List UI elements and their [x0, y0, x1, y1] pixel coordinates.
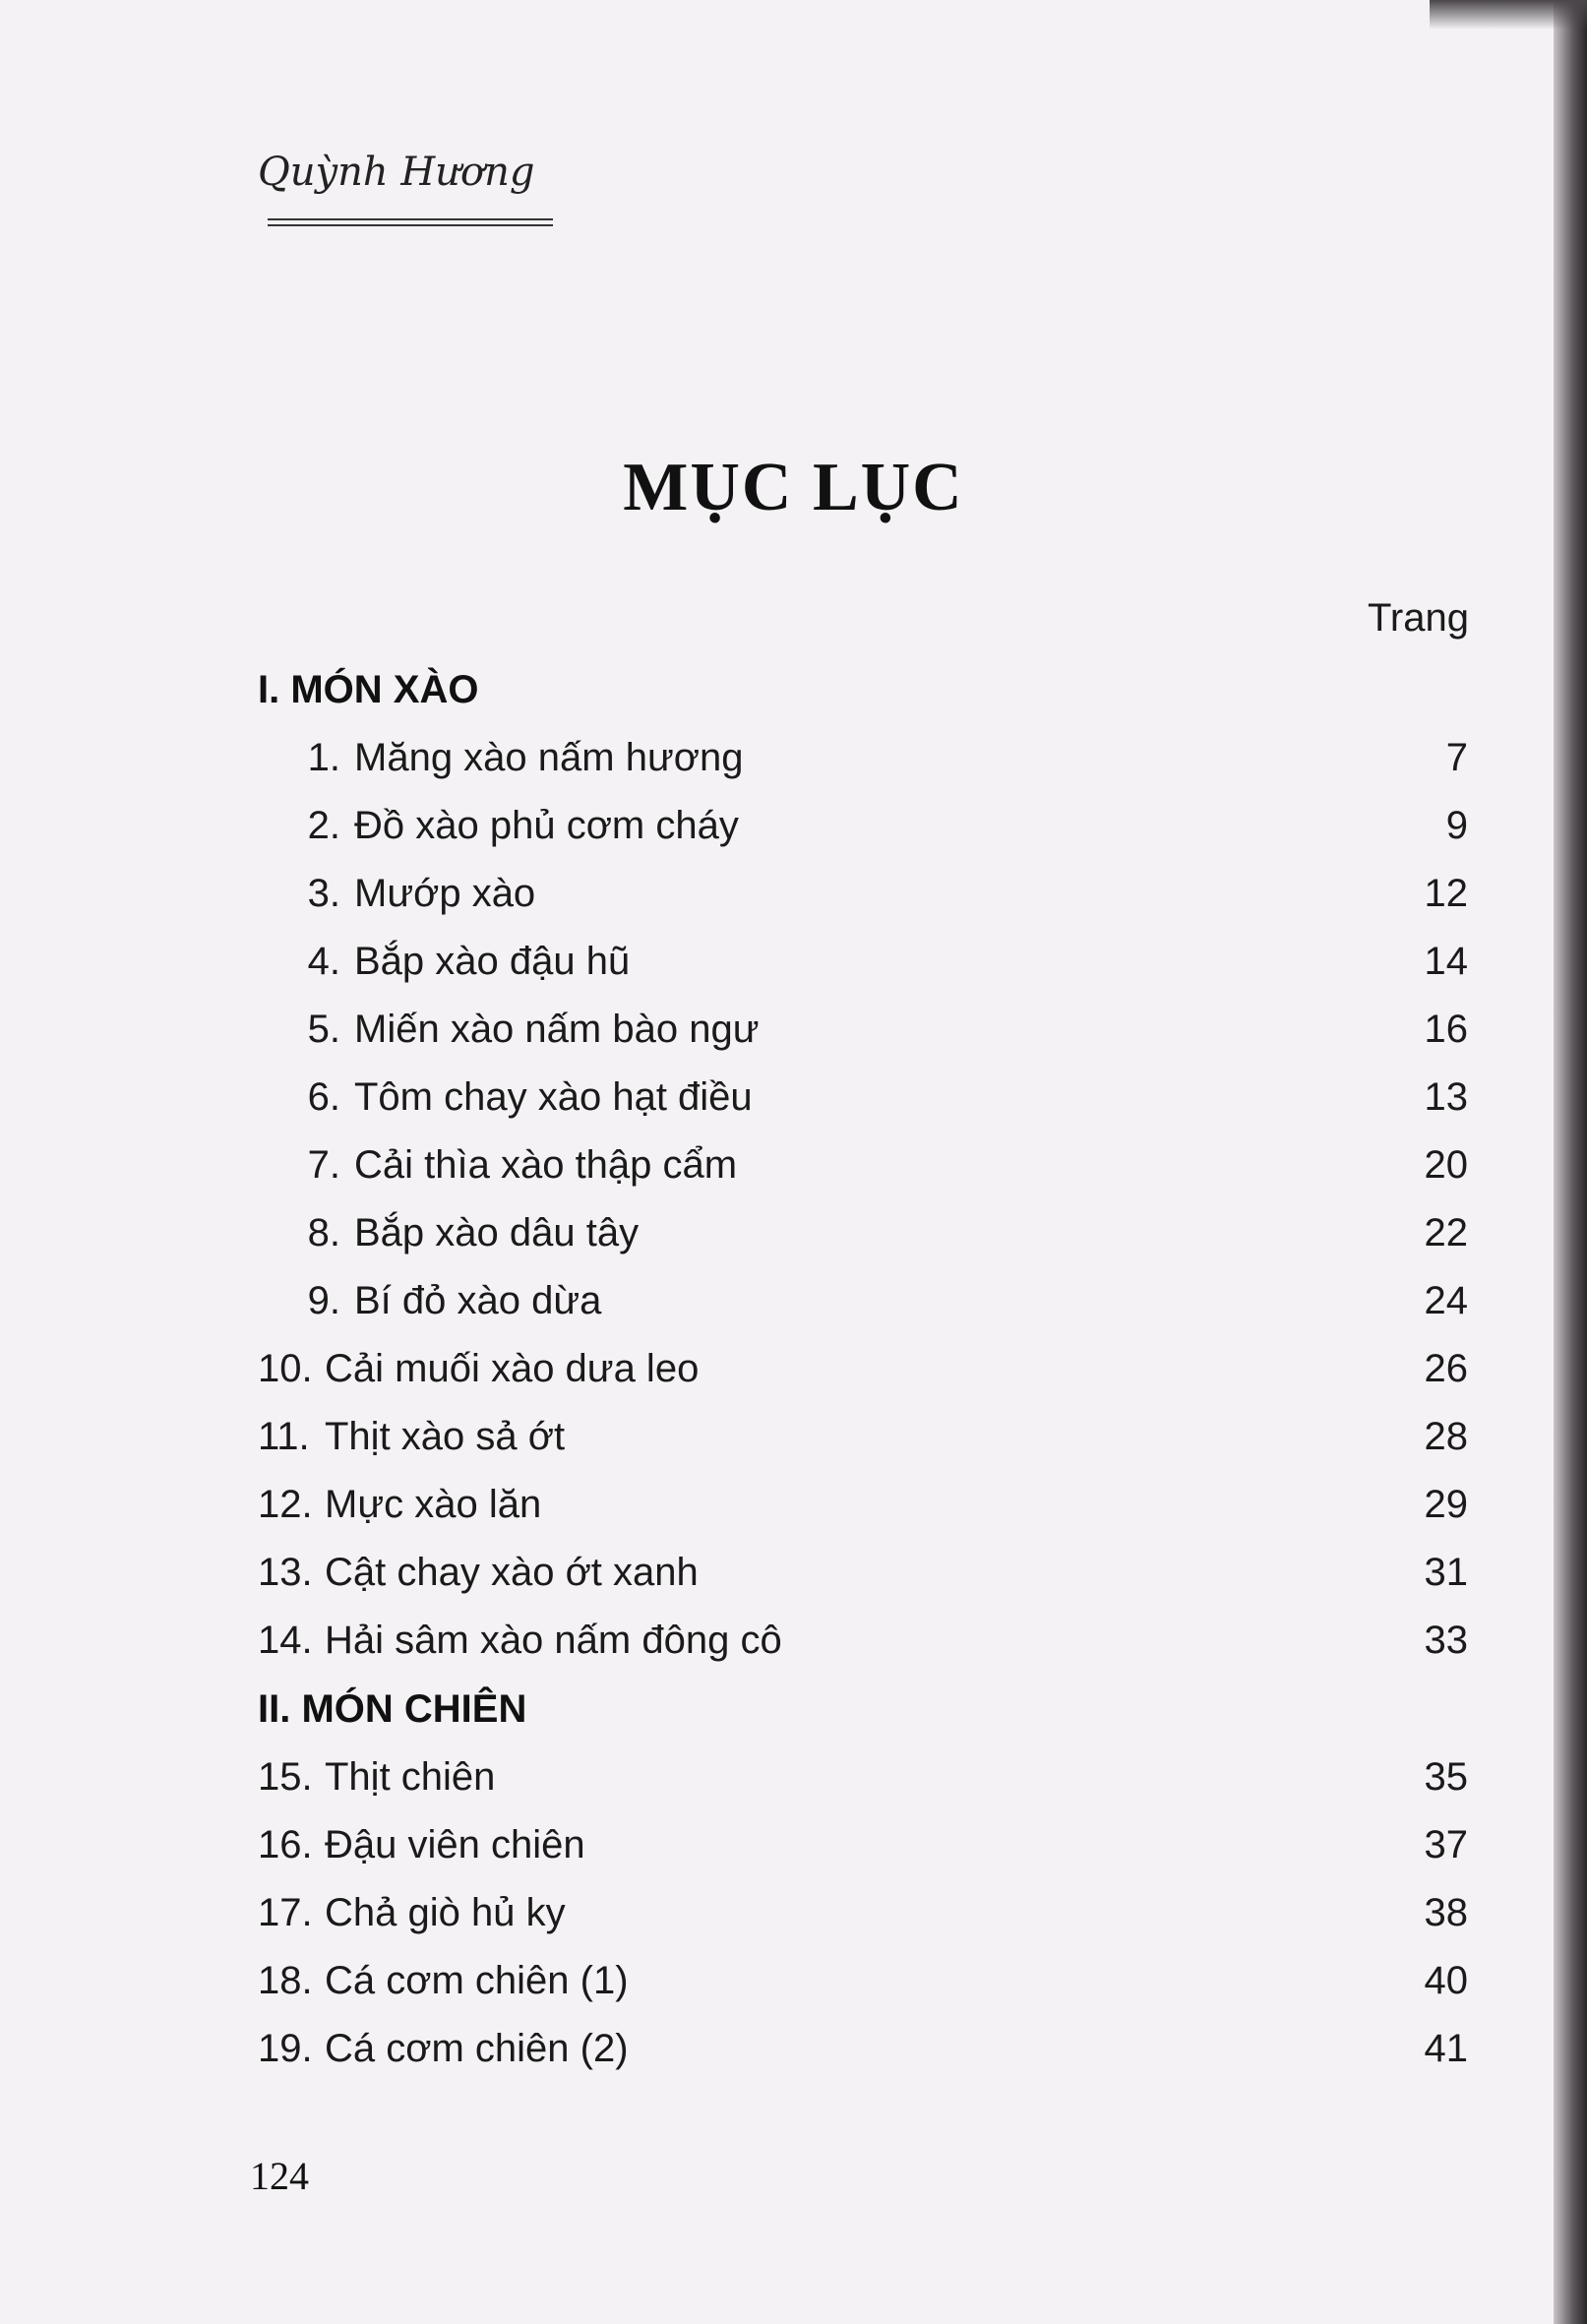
entry-number: 4. — [307, 940, 340, 983]
entry-page: 28 — [1424, 1415, 1468, 1458]
entry-number: 3. — [307, 872, 340, 915]
entry-title: Đậu viên chiên — [325, 1823, 585, 1866]
entry-title: Bí đỏ xào dừa — [354, 1279, 602, 1322]
entry-page: 7 — [1445, 736, 1468, 779]
toc-entry[interactable] — [258, 1879, 1468, 1947]
entry-number: 12. — [258, 1483, 313, 1526]
toc-entry[interactable] — [258, 1064, 1468, 1131]
toc-entry[interactable] — [258, 1607, 1468, 1675]
entry-page: 12 — [1424, 872, 1468, 915]
entry-title: Thịt chiên — [325, 1755, 496, 1799]
entry-title: Bắp xào dâu tây — [354, 1211, 640, 1254]
entry-number: 1. — [307, 736, 340, 779]
entry-page: 20 — [1424, 1143, 1468, 1187]
toc-entry[interactable] — [258, 792, 1468, 860]
entry-page: 38 — [1424, 1891, 1468, 1934]
entry-number: 13. — [258, 1551, 313, 1594]
entry-number: 19. — [258, 2027, 313, 2070]
entry-page: 35 — [1424, 1755, 1468, 1799]
toc-entry[interactable] — [258, 1947, 1468, 2015]
entry-page: 29 — [1424, 1483, 1468, 1526]
toc-entry[interactable] — [258, 1539, 1468, 1607]
section-heading: I. MÓN XÀO — [258, 668, 479, 711]
page-corner-shadow — [1430, 0, 1587, 30]
entry-page: 14 — [1424, 940, 1468, 983]
entry-title: Chả giò hủ ky — [325, 1891, 566, 1934]
table-of-contents — [258, 655, 1468, 2083]
entry-page: 33 — [1424, 1619, 1468, 1662]
toc-entry[interactable] — [258, 996, 1468, 1064]
header-rule — [268, 218, 553, 226]
entry-page: 41 — [1424, 2027, 1468, 2070]
toc-entry[interactable] — [258, 2015, 1468, 2083]
entry-title: Cải muối xào dưa leo — [325, 1347, 700, 1390]
entry-number: 6. — [307, 1075, 340, 1119]
entry-page: 16 — [1424, 1008, 1468, 1051]
entry-page: 13 — [1424, 1075, 1468, 1119]
entry-number: 7. — [307, 1143, 340, 1187]
entry-number: 17. — [258, 1891, 313, 1934]
entry-title: Thịt xào sả ớt — [325, 1415, 566, 1458]
entry-title: Măng xào nấm hương — [354, 736, 744, 779]
toc-entry[interactable] — [258, 860, 1468, 928]
entry-page: 37 — [1424, 1823, 1468, 1866]
page-number: 124 — [250, 2154, 309, 2198]
toc-entry[interactable] — [258, 1335, 1468, 1403]
toc-entry[interactable] — [258, 1267, 1468, 1335]
entry-title: Mực xào lăn — [325, 1483, 542, 1526]
entry-page: 9 — [1445, 804, 1468, 847]
entry-page: 31 — [1424, 1551, 1468, 1594]
entry-number: 5. — [307, 1008, 340, 1051]
entry-number: 8. — [307, 1211, 340, 1254]
entry-title: Mướp xào — [354, 872, 536, 915]
entry-page: 40 — [1424, 1959, 1468, 2002]
entry-title: Hải sâm xào nấm đông cô — [325, 1619, 782, 1662]
toc-entry[interactable] — [258, 1471, 1468, 1539]
entry-page: 24 — [1424, 1279, 1468, 1322]
entry-title: Cải thìa xào thập cẩm — [354, 1143, 738, 1187]
running-header-author: Quỳnh Hương — [258, 150, 535, 195]
toc-entry[interactable] — [258, 1403, 1468, 1471]
toc-entry[interactable] — [258, 928, 1468, 996]
entry-number: 9. — [307, 1279, 340, 1322]
toc-entry[interactable] — [258, 1131, 1468, 1199]
entry-number: 16. — [258, 1823, 313, 1866]
page-edge-shadow — [1554, 0, 1587, 2324]
entry-title: Đồ xào phủ cơm cháy — [354, 804, 739, 847]
entry-title: Cá cơm chiên (1) — [325, 1959, 629, 2002]
entry-number: 18. — [258, 1959, 313, 2002]
entry-page: 26 — [1424, 1347, 1468, 1390]
section-heading: II. MÓN CHIÊN — [258, 1687, 527, 1731]
toc-entry[interactable] — [258, 1743, 1468, 1811]
entry-number: 15. — [258, 1755, 313, 1799]
entry-number: 2. — [307, 804, 340, 847]
toc-entry[interactable] — [258, 1811, 1468, 1879]
toc-title: MỤC LỤC — [623, 450, 964, 525]
page-column-label: Trang — [1367, 596, 1469, 640]
entry-number: 14. — [258, 1619, 313, 1662]
entry-title: Miến xào nấm bào ngư — [354, 1008, 760, 1051]
entry-title: Bắp xào đậu hũ — [354, 940, 631, 983]
entry-page: 22 — [1424, 1211, 1468, 1254]
toc-entry[interactable] — [258, 724, 1468, 792]
entry-number: 10. — [258, 1347, 313, 1390]
entry-number: 11. — [258, 1415, 310, 1458]
toc-entry[interactable] — [258, 1199, 1468, 1267]
entry-title: Cật chay xào ớt xanh — [325, 1551, 699, 1594]
entry-title: Cá cơm chiên (2) — [325, 2027, 629, 2070]
entry-title: Tôm chay xào hạt điều — [354, 1075, 753, 1119]
